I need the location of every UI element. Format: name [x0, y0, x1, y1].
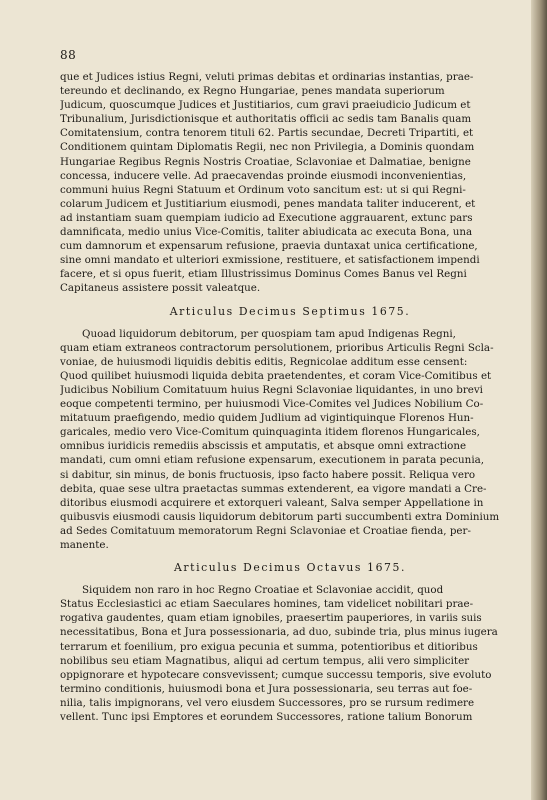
text-line: facere, et si opus fuerit, etiam Illustrissimus Dominus Comes Banus vel Regni [60, 268, 467, 281]
page-number: 88 [60, 48, 77, 62]
text-line: Judicibus Nobilium Comitatuum huius Regni Sclavoniae liquidantes, in uno brevi [60, 383, 483, 396]
text-line: Capitaneus assistere possit valeatque. [60, 282, 261, 295]
text-line: que et Judices istius Regni, veluti primas debitas et ordinarias instantias, prae- [60, 71, 474, 83]
text-line: concessa, inducere velle. Ad praecavendas proinde eiusmodi inconvenientias, [60, 169, 467, 182]
text-line: rogativa gaudentes, quam etiam ignobiles, praesertim pauperiores, in variis suis [60, 612, 482, 625]
paragraph [60, 327, 520, 553]
text-line: Quoad liquidorum debitorum, per quospiam tam apud Indigenas Regni, [82, 327, 456, 340]
text-line: omnibus iuridicis remediis abscissis et amputatis, et absque omni extractione [60, 440, 467, 453]
text-line: Judicum, quoscumque Judices et Justitiarios, cum gravi praeiudicio Judicum et [60, 99, 471, 112]
text-line: eoque competenti termino, per huiusmodi Vice-Comites vel Judices Nobilium Co- [60, 398, 484, 411]
text-line: mandati, cum omni etiam refusione expensarum, executionem in parata pecunia, [60, 454, 485, 467]
text-line: Hungariae Regibus Regnis Nostris Croatiae, Sclavoniae et Dalmatiae, benigne [60, 155, 471, 168]
text-line: tereundo et declinando, ex Regno Hungariae, penes mandata superiorum [60, 85, 445, 98]
paragraph [60, 70, 520, 296]
text-line: debita, quae sese ultra praetactas summas extenderent, ea vigore mandati a Cre- [60, 482, 487, 495]
text-line: garicales, medio vero Vice-Comitum quinquaginta itidem florenos Hungaricales, [60, 426, 480, 439]
article-heading: Articulus Decimus Septimus 1675. [169, 304, 411, 318]
paragraph [60, 583, 520, 724]
text-line: manente. [60, 539, 109, 551]
article-heading: Articulus Decimus Octavus 1675. [173, 561, 407, 575]
page-gutter-shadow [531, 0, 547, 800]
text-line: colarum Judicem et Justitiarium eiusmodi, penes mandata taliter inducerent, et [60, 197, 476, 210]
text-line: nobilibus seu etiam Magnatibus, aliqui ad certum tempus, alii vero simpliciter [60, 654, 470, 667]
text-line: necessitatibus, Bona et Jura possessionaria, ad duo, subinde tria, plus minus iugera [60, 626, 498, 639]
text-line: Quod quilibet huiusmodi liquida debita praetendentes, et coram Vice-Comitibus et [60, 369, 492, 382]
text-line: terrarum et foenilium, pro exigua pecunia et summa, potentioribus et ditioribus [60, 640, 478, 653]
text-line: Status Ecclesiastici ac etiam Saeculares homines, tam videlicet nobilitari prae- [60, 598, 474, 611]
body-text [60, 70, 520, 724]
text-line: communi huius Regni Statuum et Ordinum voto sancitum est: ut si qui Regni- [60, 183, 466, 196]
text-line: cum damnorum et expensarum refusione, praevia duntaxat unica certificatione, [60, 240, 478, 253]
text-line: termino conditionis, huiusmodi bona et Jura possessionaria, seu terras aut foe- [60, 682, 473, 695]
text-line: ad instantiam suam quempiam iudicio ad Executione aggrauarent, extunc pars [60, 211, 473, 224]
text-line: sine omni mandato et ulteriori exmissione, restituere, et satisfactionem impendi [60, 254, 480, 267]
text-line: mitatuum praefigendo, medio quidem Judlium ad vigintiquinque Florenos Hun- [60, 412, 474, 425]
text-line: nilia, talis impignorans, vel vero eiusdem Successores, pro se rursum redimere [60, 696, 475, 709]
text-line: Tribunalium, Jurisdictionisque et authoritatis officii ac sedis tam Banalis quam [60, 113, 472, 126]
text-line: Siquidem non raro in hoc Regno Croatiae et Sclavoniae accidit, quod [82, 584, 444, 597]
text-line: damnificata, medio unius Vice-Comitis, taliter abiudicata ac executa Bona, una [60, 226, 473, 239]
text-line: quam etiam extraneos contractorum persolutionem, prioribus Articulis Regni Scla- [60, 341, 494, 354]
text-line: voniae, de huiusmodi liquidis debitis editis, Regnicolae additum esse censent: [60, 355, 468, 368]
text-line: vellent. Tunc ipsi Emptores et eorundem Successores, ratione talium Bonorum [60, 711, 473, 724]
text-line: ad Sedes Comitatuum memoratorum Regni Sclavoniae et Croatiae fienda, per- [60, 524, 471, 537]
text-line: Conditionem quintam Diplomatis Regii, nec non Privilegia, a Dominis quondam [60, 141, 475, 154]
text-line: Comitatensium, contra tenorem tituli 62. Partis secundae, Decreti Tripartiti, et [60, 127, 474, 140]
text-line: ditoribus eiusmodi acquirere et extorqueri valeant, Salva semper Appellatione in [60, 496, 484, 509]
text-line: si dabitur, sin minus, de bonis fructuosis, ipso facto habere possit. Reliqua vero [60, 468, 476, 481]
text-line: quibusvis eiusmodi causis liquidorum debitorum parti succumbenti extra Dominium [60, 510, 500, 523]
text-line: oppignorare et hypotecare consvevissent; cumque successu temporis, sive evoluto [60, 668, 492, 681]
